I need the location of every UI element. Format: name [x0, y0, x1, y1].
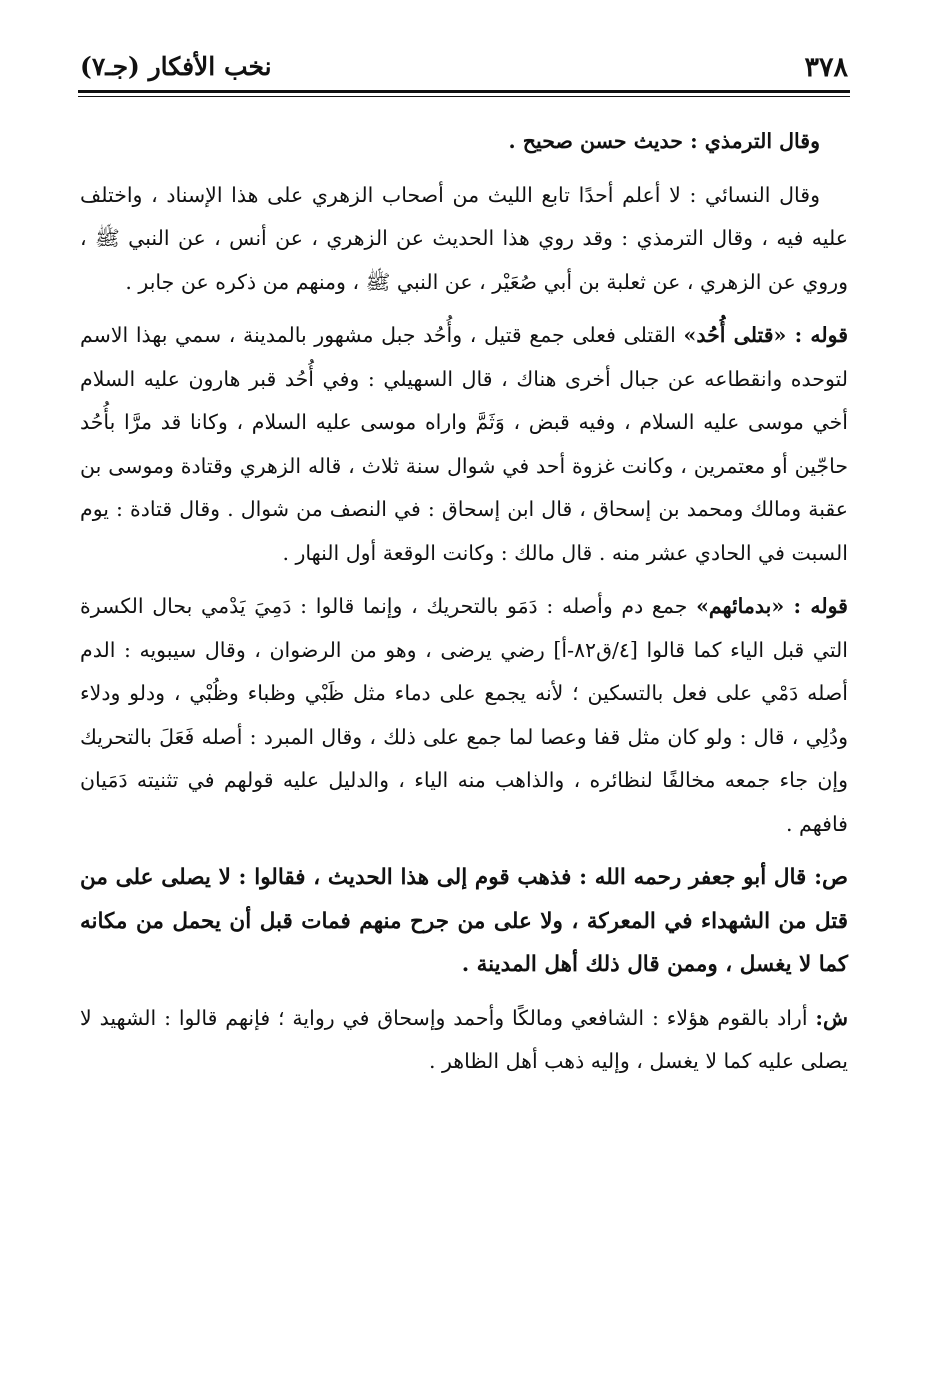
matn-marker: ص: — [814, 865, 848, 890]
paragraph-text: القتلى فعلى جمع قتيل ، وأُحُد جبل مشهور بالمدينة ، سمي بهذا الاسم لتوحده وانقطاعه عن جبال أخرى هناك ، قال السهيلي : وفي أُحُد قبر هارون عليه السلام أخي موسى عليه السلام ، وفيه قبض ، وَثَمَّ واراه موسى عليه السلام ، وكانا قد مرَّا بأُحُد حاجّين أو معتمرين ، وكانت غزوة أحد في شوال سنة ثلاث ، قاله الزهري وقتادة وموسى بن عقبة ومالك ومحمد بن إسحاق ، قال ابن إسحاق : في النصف من شوال . وقال قتادة : يوم السبت في الحادي عشر منه . قال مالك : وكانت الوقعة أول النهار . — [80, 323, 848, 565]
paragraph-matn — [80, 856, 848, 987]
paragraph-text: قال أبو جعفر رحمه الله : فذهب قوم إلى هذا الحديث ، فقالوا : لا يصلى على من قتل من الشهداء في المعركة ، ولا على من جرح منهم فمات قبل أن يحمل من مكانه كما لا يغسل ، وممن قال ذلك أهل المدينة . — [80, 865, 848, 977]
paragraph-text: وقال الترمذي : حديث حسن صحيح . — [508, 129, 820, 153]
lemma-heading: قوله : «قتلى أُحُد» — [683, 323, 849, 347]
paragraph-text: جمع دم وأصله : دَمَو بالتحريك ، وإنما قالوا : دَمِيَ يَدْمي بحال الكسرة التي قبل الياء كما قالوا [٤/ق٨٢-أ] رضي يرضى ، وهو من الرضوان ، وقال سيبويه : الدم أصله دَمْي على فعل بالتسكين ؛ لأنه يجمع على دماء مثل ظَبْي وظباء وظُبْي ، ودلو ودلاء ودُلِي ، قال : ولو كان مثل قفا وعصا لما جمع على ذلك ، وقال المبرد : أصله فَعَلَ بالتحريك وإن جاء جمعه مخالفًا لنظائره ، والذاهب منه الياء ، والدليل عليه قولهم في تثنيته دَمَيان فافهم . — [80, 594, 848, 836]
paragraph-qatla-uhud — [80, 314, 848, 575]
paragraph-text: وقال النسائي : لا أعلم أحدًا تابع الليث من أصحاب الزهري على هذا الإسناد ، واختلف عليه فيه ، وقال الترمذي : وقد روي هذا الحديث عن الزهري ، عن أنس ، عن النبي ﷺ ، وروي عن الزهري ، عن ثعلبة بن أبي صُعَيْر ، عن النبي ﷺ ، ومنهم من ذكره عن جابر . — [80, 182, 848, 294]
paragraph-sharh — [80, 997, 848, 1084]
sharh-marker: ش: — [815, 1005, 848, 1030]
header-rule-thin — [78, 96, 850, 97]
page-number: ٣٧٨ — [804, 52, 848, 83]
paragraph-bidimaihim — [80, 585, 848, 846]
page-body — [80, 120, 848, 1084]
page-header — [80, 50, 848, 88]
header-rule — [78, 90, 850, 93]
paragraph-nasai — [80, 174, 848, 305]
running-title: نخب الأفكار (جـ٧) — [80, 52, 272, 81]
book-page — [80, 50, 848, 1350]
paragraph-tirmidhi — [80, 120, 848, 164]
paragraph-text: أراد بالقوم هؤلاء : الشافعي ومالكًا وأحمد وإسحاق في رواية ؛ فإنهم قالوا : الشهيد لا يصلى عليه كما لا يغسل ، وإليه ذهب أهل الظاهر . — [80, 1005, 848, 1073]
lemma-heading: قوله : «بدمائهم» — [696, 594, 848, 618]
